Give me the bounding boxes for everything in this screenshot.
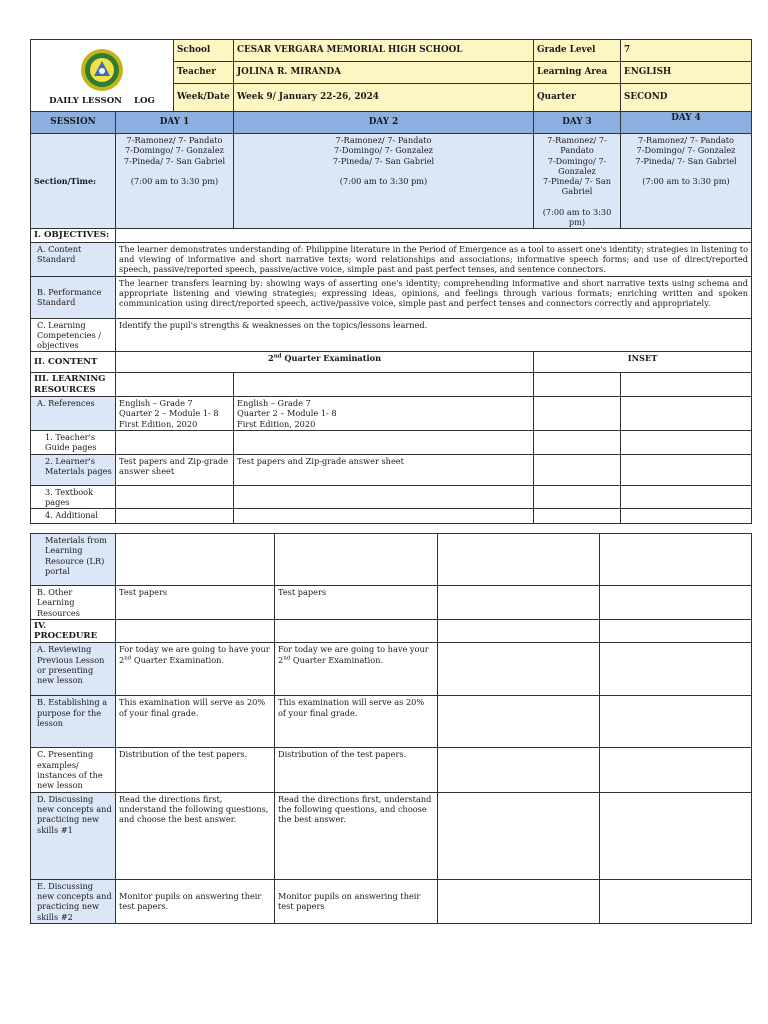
establishing-day1: This examination will serve as 20% of your final grade. xyxy=(116,696,275,748)
competencies-text: Identify the pupil's strengths & weaknesses on the topics/lessons learned. xyxy=(116,318,752,352)
other-resources-day2: Test papers xyxy=(275,586,438,620)
day4-header: DAY 4 xyxy=(621,112,752,134)
content-heading: II. CONTENT xyxy=(31,352,116,373)
content-day12: 2nd Quarter Examination xyxy=(116,352,534,373)
establishing-day2: This examination will serve as 20% of your final grade. xyxy=(275,696,438,748)
discussing-1-label: D. Discussing new concepts and practicing new skills #1 xyxy=(31,792,116,879)
learners-materials-label: 2. Learner's Materials pages xyxy=(31,454,116,485)
references-day1: English – Grade 7 Quarter 2 – Module 1- 8 First Edition, 2020 xyxy=(116,397,234,431)
discussing-1-day2: Read the directions first, understand the following questions, and choose the best answer. xyxy=(275,792,438,879)
discussing-1-day1: Read the directions first, understand the following questions, and choose the best answer. xyxy=(116,792,275,879)
presenting-label: C. Presenting examples/ instances of the new lesson xyxy=(31,748,116,792)
reviewing-day2: For today we are going to have your 2nd Quarter Examination. xyxy=(275,643,438,696)
learners-day2: Test papers and Zip-grade answer sheet xyxy=(234,454,534,485)
teachers-guide-label: 1. Teacher's Guide pages xyxy=(31,430,116,454)
textbook-label: 3. Textbook pages xyxy=(31,485,116,509)
section-time-day4: 7-Ramonez/ 7- Pandato 7-Domingo/ 7- Gonzalez 7-Pineda/ 7- San Gabriel (7:00 am to 3:30 pm) xyxy=(621,134,752,229)
content-day34: INSET xyxy=(534,352,752,373)
quarter-label: Quarter xyxy=(534,84,621,112)
dll-table-page2 xyxy=(30,533,752,924)
additional-label: 4. Additional xyxy=(31,509,116,524)
grade-level-value: 7 xyxy=(621,40,752,62)
teacher-label: Teacher xyxy=(174,62,234,84)
section-time-day1: 7-Ramonez/ 7- Pandato 7-Domingo/ 7- Gonzalez 7-Pineda/ 7- San Gabriel (7:00 am to 3:30 pm) xyxy=(116,134,234,229)
session-label: SESSION xyxy=(31,112,116,134)
week-date-label: Week/Date xyxy=(174,84,234,112)
procedure-heading: IV. PROCEDURE xyxy=(31,619,116,643)
dll-table-page1 xyxy=(30,39,752,524)
other-resources-day1: Test papers xyxy=(116,586,275,620)
grade-level-label: Grade Level xyxy=(534,40,621,62)
additional-cont-label: Materials from Learning Resource (LR) portal xyxy=(31,534,116,586)
learners-day1: Test papers and Zip-grade answer sheet xyxy=(116,454,234,485)
day2-header: DAY 2 xyxy=(234,112,534,134)
school-value: CESAR VERGARA MEMORIAL HIGH SCHOOL xyxy=(234,40,534,62)
learning-area-label: Learning Area xyxy=(534,62,621,84)
section-time-label: Section/Time: xyxy=(31,134,116,229)
learning-area-value: ENGLISH xyxy=(621,62,752,84)
reviewing-label: A. Reviewing Previous Lesson or presenting new lesson xyxy=(31,643,116,696)
other-resources-label: B. Other Learning Resources xyxy=(31,586,116,620)
performance-standard-text: The learner transfers learning by: showing ways of asserting one's identity; comprehending informative and short narrative texts using schema and appropriate listening and viewing strategies; expressing ideas, opinions, and feelings through various formats; enriching written and spoken communication using direct/reported speech, active/passive voice, simple past and perfect tenses and connectors correctly and appropriately. xyxy=(116,276,752,318)
performance-standard-label: B. Performance Standard xyxy=(31,276,116,318)
discussing-2-day1: Monitor pupils on answering their test papers. xyxy=(116,879,275,923)
quarter-value: SECOND xyxy=(621,84,752,112)
content-standard-text: The learner demonstrates understanding of: Philippine literature in the Period of Emergence as a tool to assert one's identity; strategies in listening to and viewing of informative and short narrative texts; word relationships and associations; informative speech forms; and use of direct/reported speech, passive/reported speech, passive/active voice, simple past and past perfect tenses, and sentence connectors. xyxy=(116,242,752,276)
content-standard-label: A. Content Standard xyxy=(31,242,116,276)
resources-heading: III. LEARNING RESOURCES xyxy=(31,373,116,397)
presenting-day2: Distribution of the test papers. xyxy=(275,748,438,792)
school-logo-cell xyxy=(31,40,174,112)
section-time-day2: 7-Ramonez/ 7- Pandato 7-Domingo/ 7- Gonzalez 7-Pineda/ 7- San Gabriel (7:00 am to 3:30 pm) xyxy=(234,134,534,229)
week-date-value: Week 9/ January 22-26, 2024 xyxy=(234,84,534,112)
section-time-day3: 7-Ramonez/ 7- Pandato 7-Domingo/ 7- Gonzalez 7-Pineda/ 7- San Gabriel (7:00 am to 3:30 pm) xyxy=(534,134,621,229)
school-label: School xyxy=(174,40,234,62)
objectives-blank xyxy=(116,229,752,242)
dll-title: DAILY LESSON LOG xyxy=(49,96,155,107)
day1-header: DAY 1 xyxy=(116,112,234,134)
school-seal-icon xyxy=(79,48,125,92)
establishing-label: B. Establishing a purpose for the lesson xyxy=(31,696,116,748)
teacher-value: JOLINA R. MIRANDA xyxy=(234,62,534,84)
references-label: A. References xyxy=(31,397,116,431)
objectives-heading: I. OBJECTIVES: xyxy=(31,229,116,242)
reviewing-day1: For today we are going to have your 2nd Quarter Examination. xyxy=(116,643,275,696)
discussing-2-day2: Monitor pupils on answering their test papers xyxy=(275,879,438,923)
presenting-day1: Distribution of the test papers. xyxy=(116,748,275,792)
references-day2: English – Grade 7 Quarter 2 – Module 1- 8 First Edition, 2020 xyxy=(234,397,534,431)
day3-header: DAY 3 xyxy=(534,112,621,134)
competencies-label: C. Learning Competencies / objectives xyxy=(31,318,116,352)
discussing-2-label: E. Discussing new concepts and practicing new skills #2 xyxy=(31,879,116,923)
